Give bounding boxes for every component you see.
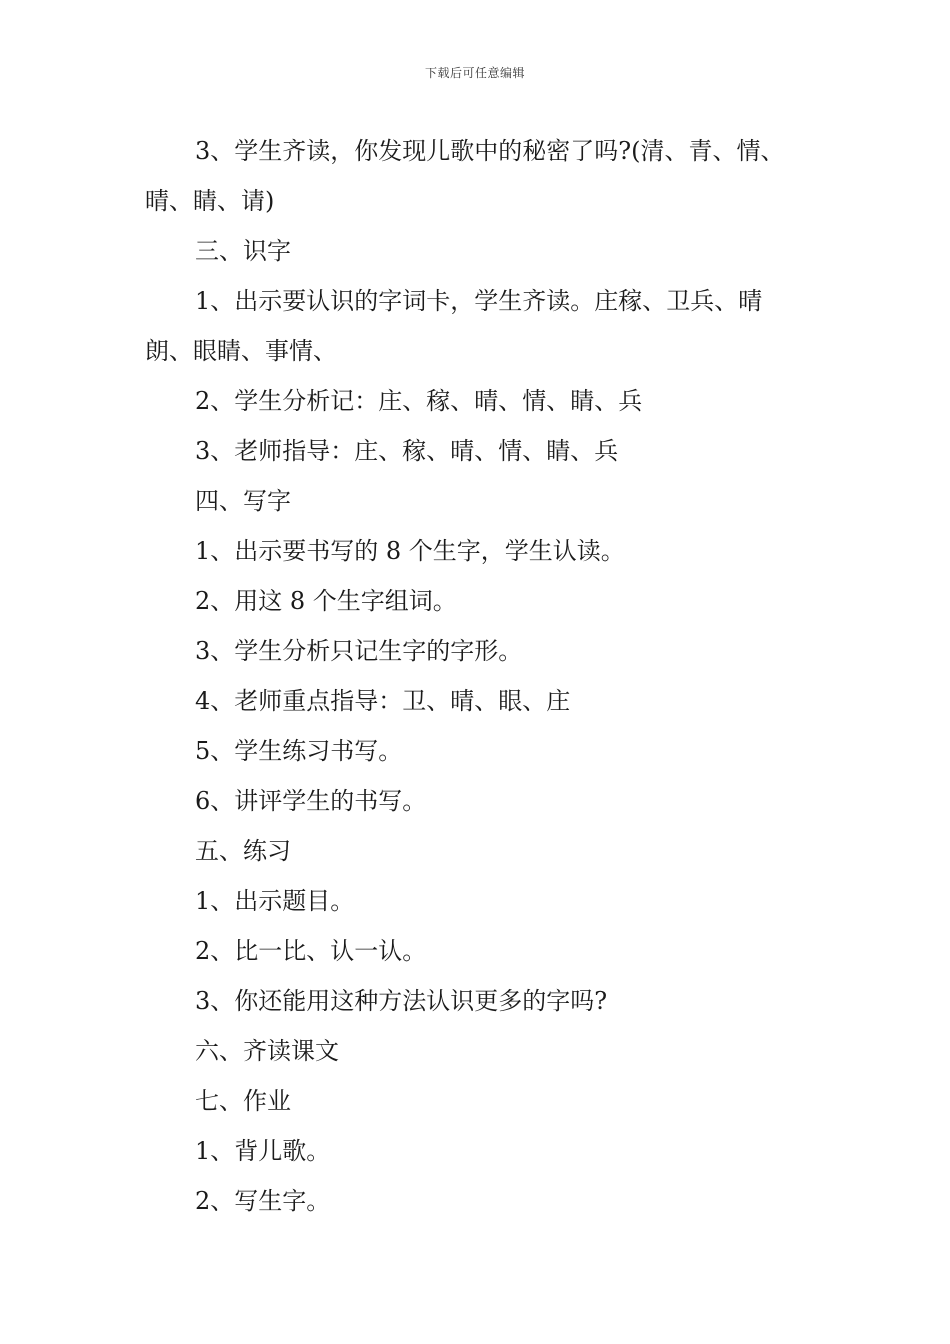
paragraph-line: 2、学生分析记：庄、稼、晴、情、睛、兵	[195, 387, 643, 415]
document-body	[145, 128, 835, 1228]
paragraph-line: 朗、眼睛、事情、	[145, 337, 337, 365]
section-heading: 四、写字	[195, 487, 291, 515]
paragraph-line: 5、学生练习书写。	[195, 737, 403, 765]
paragraph-line: 3、学生齐读，你发现儿歌中的秘密了吗?(清、青、情、	[195, 137, 785, 165]
section-heading: 五、练习	[195, 837, 291, 865]
section-heading: 三、识字	[195, 237, 291, 265]
section-heading: 六、齐读课文	[195, 1037, 339, 1065]
section-heading: 七、作业	[195, 1087, 291, 1115]
paragraph-line: 3、老师指导：庄、稼、晴、情、睛、兵	[195, 437, 619, 465]
paragraph-line: 2、用这 8 个生字组词。	[195, 587, 457, 615]
paragraph-line: 4、老师重点指导：卫、晴、眼、庄	[195, 687, 571, 715]
paragraph-line: 1、出示要认识的字词卡，学生齐读。庄稼、卫兵、晴	[195, 287, 763, 315]
paragraph-line: 1、背儿歌。	[195, 1137, 331, 1165]
paragraph-line: 3、学生分析只记生字的字形。	[195, 637, 523, 665]
paragraph-line: 1、出示题目。	[195, 887, 355, 915]
paragraph-line: 2、写生字。	[195, 1187, 331, 1215]
paragraph-line: 1、出示要书写的 8 个生字，学生认读。	[195, 537, 625, 565]
paragraph-line: 6、讲评学生的书写。	[195, 787, 427, 815]
paragraph-line: 3、你还能用这种方法认识更多的字吗?	[195, 987, 608, 1015]
paragraph-line: 晴、睛、请)	[145, 187, 275, 215]
paragraph-line: 2、比一比、认一认。	[195, 937, 427, 965]
page-header: 下载后可任意编辑	[424, 66, 525, 80]
